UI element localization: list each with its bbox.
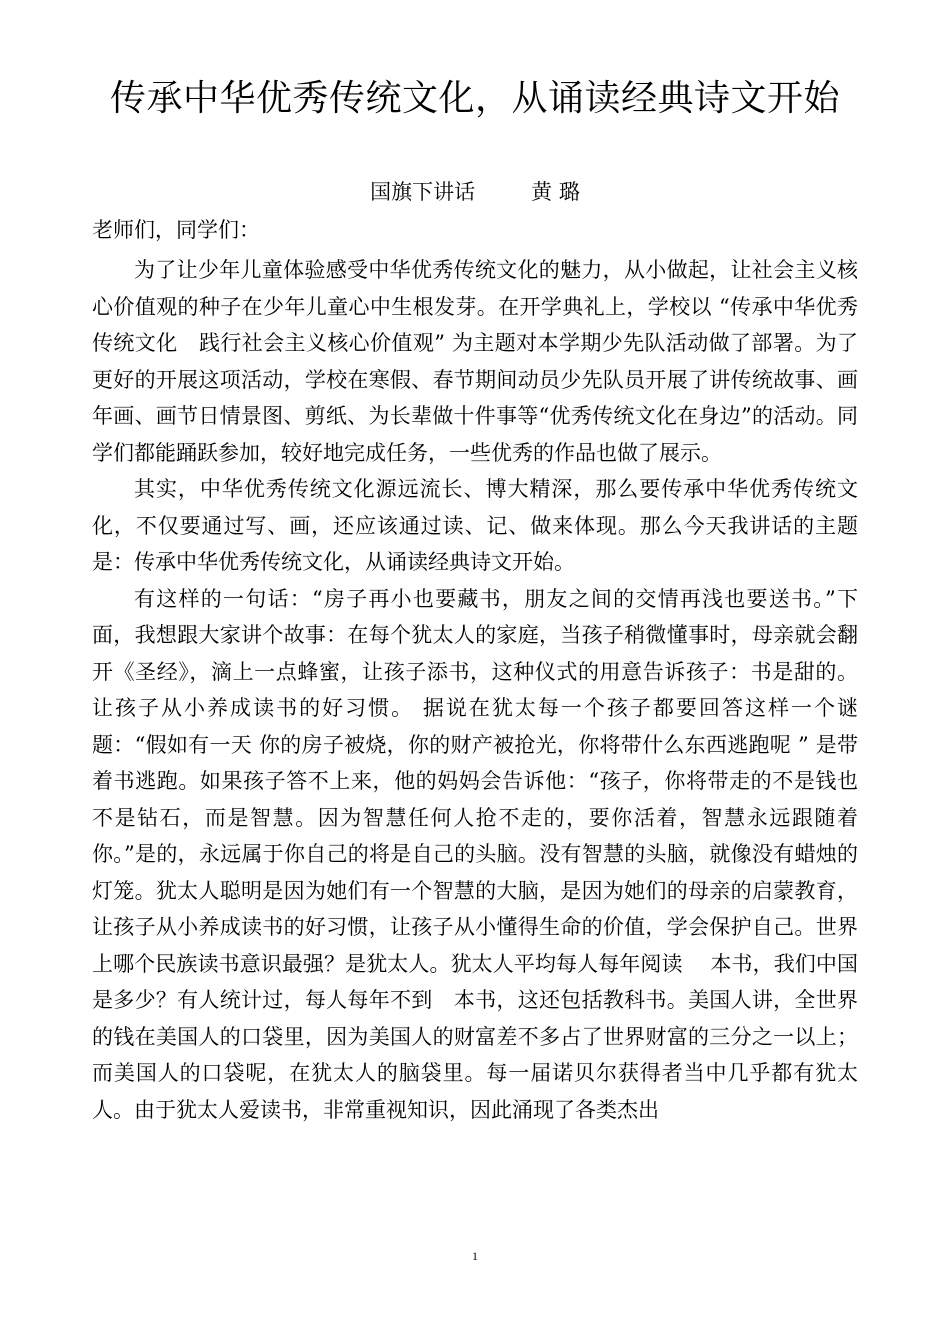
paragraph-1: 为了让少年儿童体验感受中华优秀传统文化的魅力，从小做起，让社会主义核心价值观的种子在少年儿童心中生根发芽。在开学典礼上，学校以 “传承中华优秀传统文化 践行社会主义核心价值观” 为主题对本学期少先队活动做了部署。为了更好的开展这项活动，学校在寒假、春节期间动员少先队员开展了讲传统故事、画年画、画节日情景图、剪纸、为长辈做十件事等“优秀传统文化在身边”的活动。同学们都能踊跃参加，较好地完成任务，一些优秀的作品也做了展示。 [92, 258, 858, 465]
salutation: 老师们，同学们： [92, 218, 260, 242]
page-number: 1 [472, 1249, 478, 1263]
paragraph-2: 其实，中华优秀传统文化源远流长、博大精深，那么要传承中华优秀传统文化，不仅要通过写、画，还应该通过读、记、做来体现。那么今天我讲话的主题是：传承中华优秀传统文化，从诵读经典诗文开始。 [92, 477, 858, 574]
byline-occasion: 国旗下讲话 [370, 180, 476, 204]
byline-author: 黄 璐 [531, 180, 580, 204]
byline [0, 174, 950, 210]
paragraph-3: 有这样的一句话：“房子再小也要藏书，朋友之间的交情再浅也要送书。”下面，我想跟大家讲个故事：在每个犹太人的家庭，当孩子稍微懂事时，母亲就会翻开《圣经》，滴上一点蜂蜜，让孩子添书，这种仪式的用意告诉孩子：书是甜的。让孩子从小养成读书的好习惯。 据说在犹太每一个孩子都要回答这样一个谜题：“假如有一天 你的房子被烧，你的财产被抢光，你将带什么东西逃跑呢 ” 是带着书逃跑。如果孩子答不上来，他的妈妈会告诉他：“孩子，你将带走的不是钱也不是钻石，而是智慧。因为智慧任何人抢不走的，要你活着，智慧永远跟随着你。”是的，永远属于你自己的将是自己的头脑。没有智慧的头脑，就像没有蜡烛的灯笼。犹太人聪明是因为她们有一个智慧的大脑，是因为她们的母亲的启蒙教育，让孩子从小养成读书的好习惯，让孩子从小懂得生命的价值，学会保护自己。世界上哪个民族读书意识最强？是犹太人。犹太人平均每人每年阅读 本书，我们中国是多少？有人统计过，每人每年不到 本书，这还包括教科书。美国人讲，全世界的钱在美国人的口袋里，因为美国人的财富差不多占了世界财富的三分之一以上；而美国人的口袋呢，在犹太人的脑袋里。每一届诺贝尔获得者当中几乎都有犹太人。由于犹太人爱读书，非常重视知识，因此涌现了各类杰出 [92, 586, 858, 1122]
speech-body [92, 252, 858, 1128]
document-title: 传承中华优秀传统文化，从诵读经典诗文开始 [109, 78, 840, 119]
